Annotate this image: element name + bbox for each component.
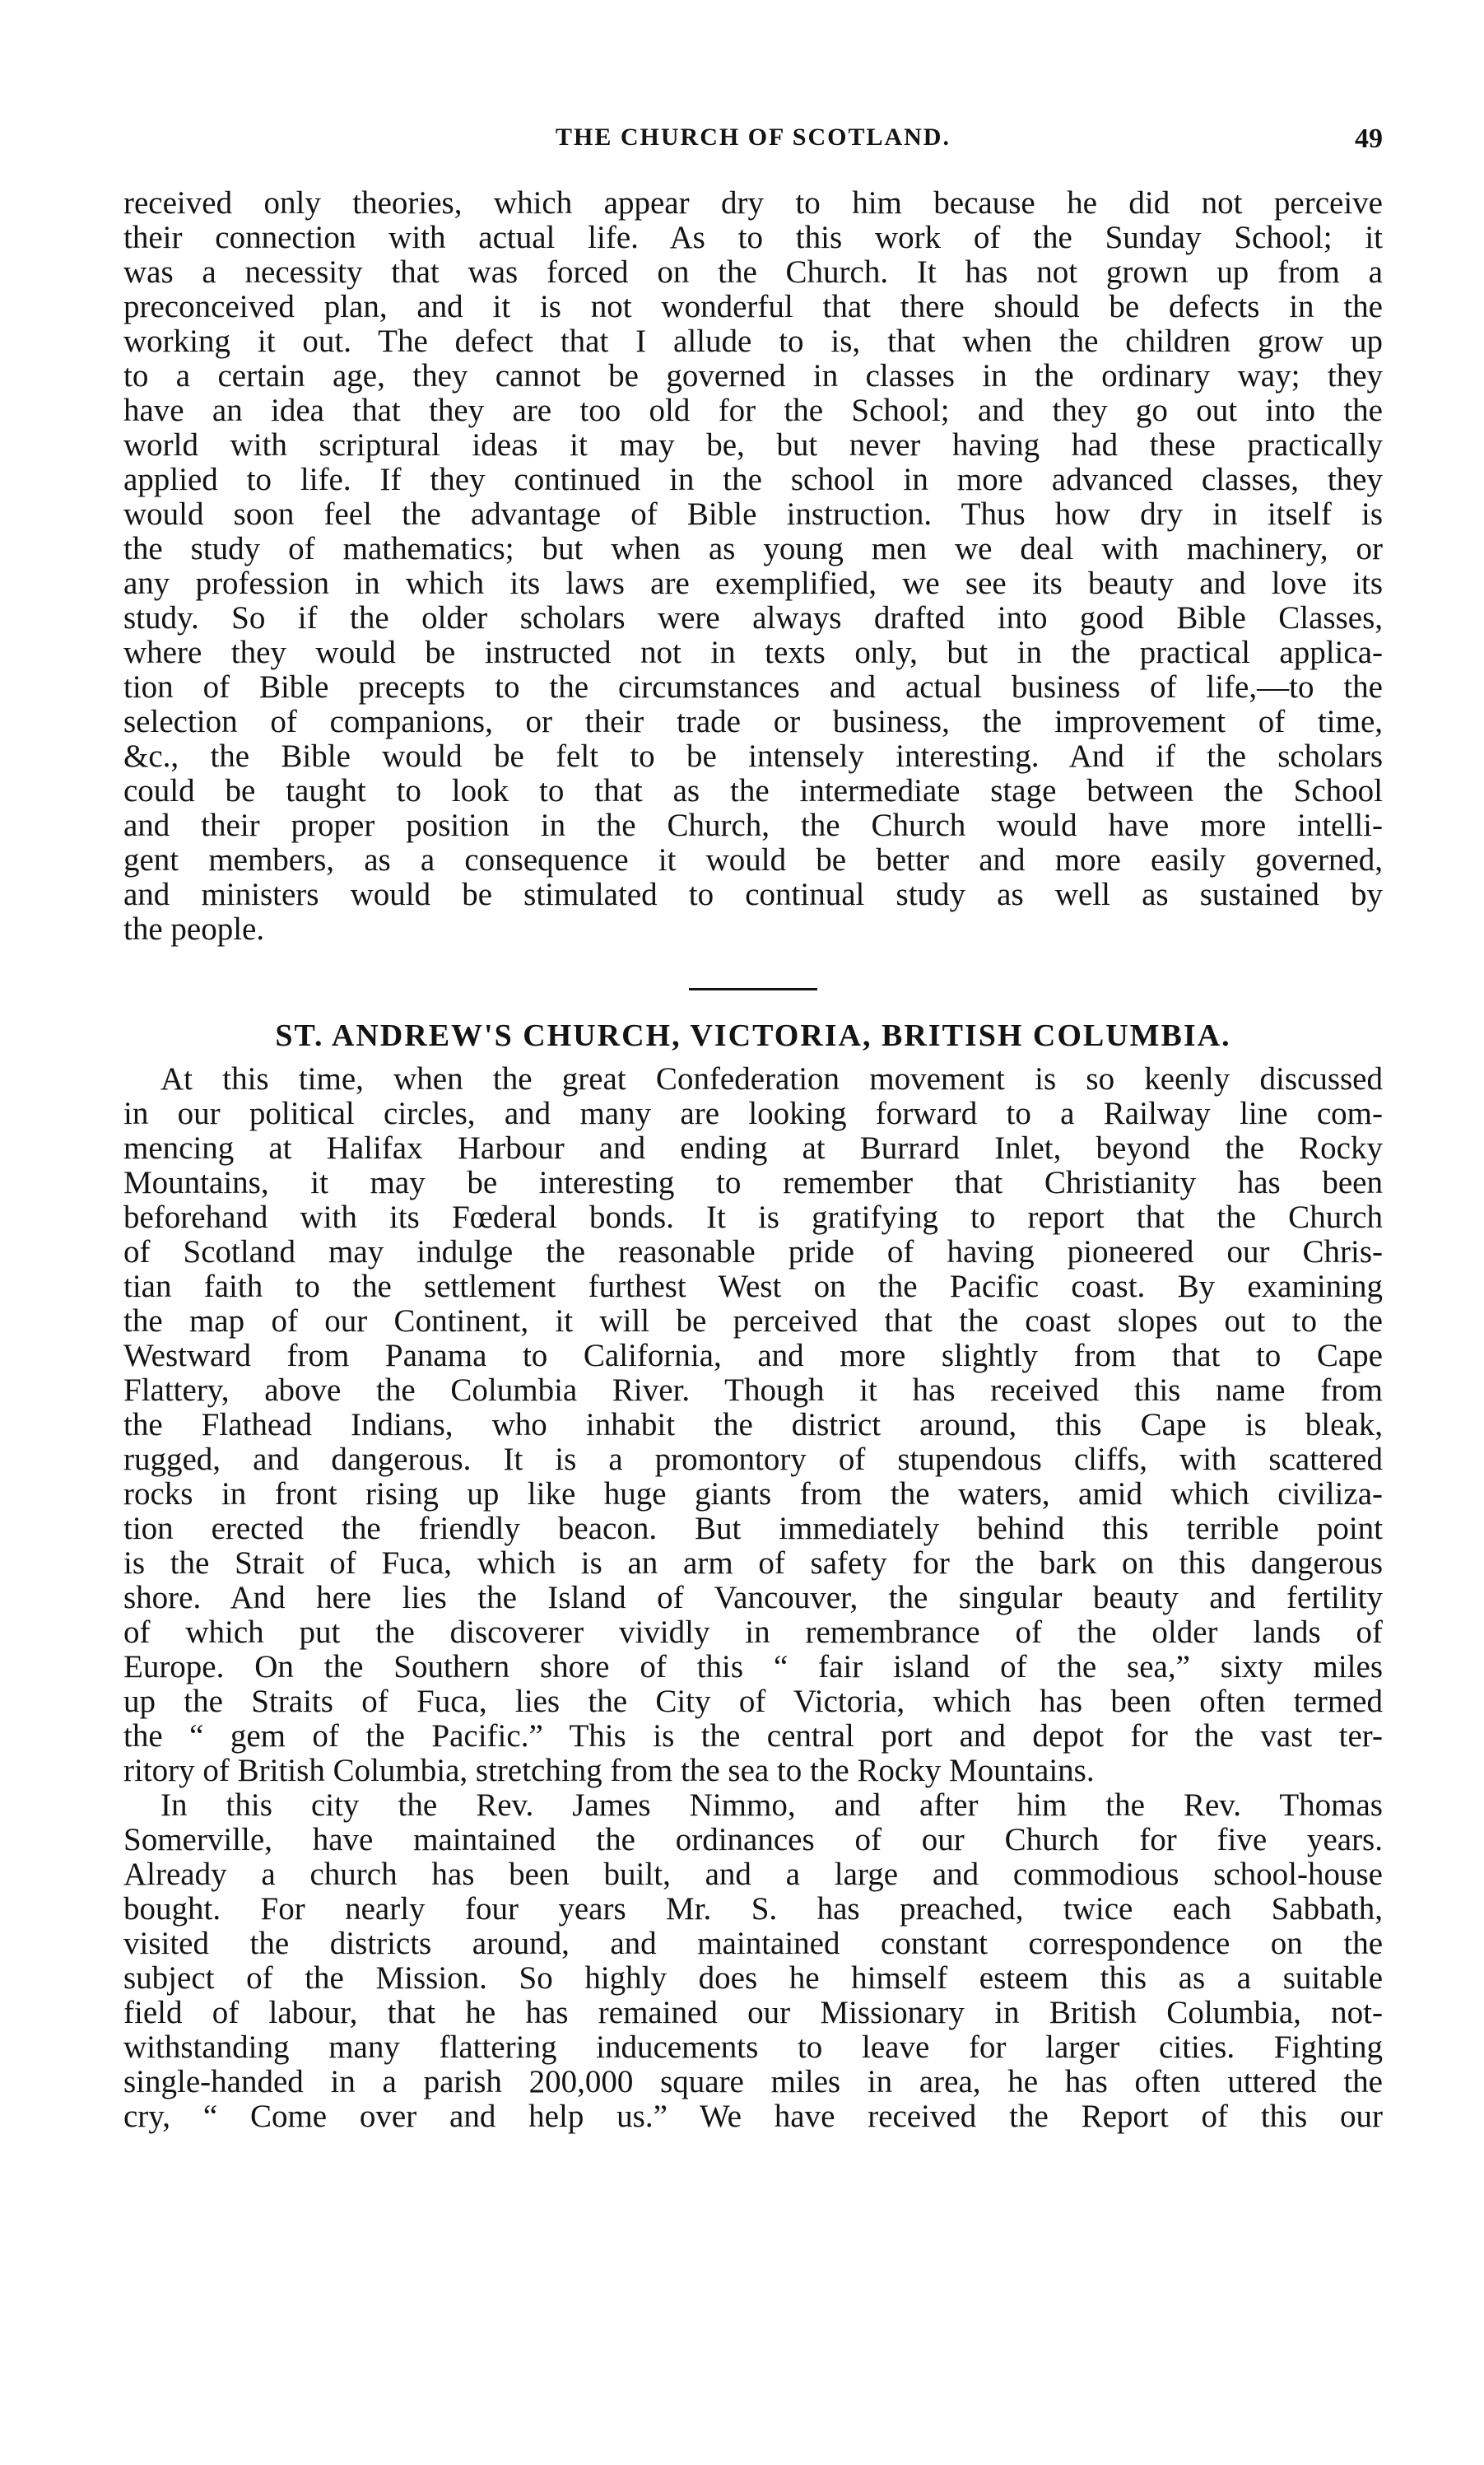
text-line: and their proper position in the Church, the Church would have more intelli- [123, 808, 1383, 843]
text-line: world with scriptural ideas it may be, but never having had these practically [123, 427, 1383, 463]
paragraph-mission [123, 1788, 1383, 2134]
text-line: single-handed in a parish 200,000 square miles in area, he has often uttered the [123, 2064, 1383, 2099]
text-line: field of labour, that he has remained our Missionary in British Columbia, not- [123, 1995, 1383, 2030]
page-number: 49 [1355, 123, 1383, 154]
text-line: In this city the Rev. James Nimmo, and after him the Rev. Thomas [160, 1787, 1383, 1823]
text-line: preconceived plan, and it is not wonderful that there should be defects in the [123, 289, 1383, 324]
text-line: beforehand with its Fœderal bonds. It is gratifying to report that the Church [123, 1200, 1383, 1235]
text-line: ritory of British Columbia, stretching from the sea to the Rocky Mountains. [123, 1753, 1095, 1788]
text-line: shore. And here lies the Island of Vancouver, the singular beauty and fertility [123, 1580, 1383, 1615]
text-line: the Flathead Indians, who inhabit the district around, this Cape is bleak, [123, 1407, 1383, 1442]
text-line: Europe. On the Southern shore of this “ fair island of the sea,” sixty miles [123, 1649, 1383, 1684]
text-line: have an idea that they are too old for the School; and they go out into the [123, 393, 1383, 428]
running-head [123, 123, 1383, 163]
section-divider [123, 947, 1383, 1018]
text-line: tian faith to the settlement furthest West on the Pacific coast. By examining [123, 1269, 1383, 1304]
text-line: Somerville, have maintained the ordinances of our Church for five years. [123, 1822, 1383, 1857]
text-line: of Scotland may indulge the reasonable pride of having pioneered our Chris- [123, 1234, 1383, 1270]
text-line: At this time, when the great Confederation movement is so keenly discussed [160, 1061, 1383, 1097]
text-line: where they would be instructed not in texts only, but in the practical applica- [123, 635, 1383, 670]
text-line: withstanding many flattering inducements to leave for larger cities. Fighting [123, 2029, 1383, 2065]
text-line: applied to life. If they continued in the school in more advanced classes, they [123, 462, 1383, 497]
text-line: rocks in front rising up like huge giants from the waters, amid which civiliza- [123, 1476, 1383, 1512]
text-line: the study of mathematics; but when as young men we deal with machinery, or [123, 531, 1383, 566]
text-line: in our political circles, and many are looking forward to a Railway line com- [123, 1096, 1383, 1131]
text-line: the “ gem of the Pacific.” This is the central port and depot for the vast ter- [123, 1718, 1383, 1754]
text-line: could be taught to look to that as the intermediate stage between the School [123, 773, 1383, 808]
text-line: Already a church has been built, and a large and commodious school-house [123, 1857, 1383, 1892]
paragraph-confederation [123, 1062, 1383, 1788]
text-line: gent members, as a consequence it would be better and more easily governed, [123, 842, 1383, 878]
text-line: cry, “ Come over and help us.” We have received the Report of this our [123, 2099, 1383, 2134]
text-line: mencing at Halifax Harbour and ending at Burrard Inlet, beyond the Rocky [123, 1130, 1383, 1166]
text-line: tion erected the friendly beacon. But immediately behind this terrible point [123, 1511, 1383, 1546]
text-line: is the Strait of Fuca, which is an arm of safety for the bark on this dangerous [123, 1545, 1383, 1581]
text-line: Flattery, above the Columbia River. Though it has received this name from [123, 1372, 1383, 1408]
text-line: tion of Bible precepts to the circumstances and actual business of life,—to the [123, 669, 1383, 705]
text-line: their connection with actual life. As to this work of the Sunday School; it [123, 220, 1383, 255]
paragraph-sunday-school [123, 186, 1383, 947]
text-line: subject of the Mission. So highly does he himself esteem this as a suitable [123, 1960, 1383, 1996]
text-line: study. So if the older scholars were always drafted into good Bible Classes, [123, 600, 1383, 636]
text-line: any profession in which its laws are exemplified, we see its beauty and love its [123, 566, 1383, 601]
divider-rule [689, 988, 817, 990]
text-line: of which put the discoverer vividly in remembrance of the older lands of [123, 1615, 1383, 1650]
text-line: would soon feel the advantage of Bible instruction. Thus how dry in itself is [123, 496, 1383, 532]
running-title: THE CHURCH OF SCOTLAND. [556, 123, 951, 151]
text-line: to a certain age, they cannot be governed in classes in the ordinary way; they [123, 358, 1383, 394]
text-line: visited the districts around, and maintained constant correspondence on the [123, 1926, 1383, 1961]
text-line: bought. For nearly four years Mr. S. has preached, twice each Sabbath, [123, 1891, 1383, 1927]
text-line: the people. [123, 911, 265, 947]
text-line: selection of companions, or their trade or business, the improvement of time, [123, 704, 1383, 739]
text-line: Mountains, it may be interesting to remember that Christianity has been [123, 1165, 1383, 1200]
book-page [123, 123, 1383, 2134]
text-line: received only theories, which appear dry to him because he did not perceive [123, 185, 1383, 221]
text-line: the map of our Continent, it will be perceived that the coast slopes out to the [123, 1303, 1383, 1339]
section-heading: ST. ANDREW'S CHURCH, VICTORIA, BRITISH COLUMBIA. [275, 1018, 1231, 1053]
text-line: up the Straits of Fuca, lies the City of Victoria, which has been often termed [123, 1684, 1383, 1719]
text-line: working it out. The defect that I allude to is, that when the children grow up [123, 324, 1383, 359]
text-line: rugged, and dangerous. It is a promontory of stupendous cliffs, with scattered [123, 1442, 1383, 1477]
text-line: and ministers would be stimulated to continual study as well as sustained by [123, 877, 1383, 912]
text-line: was a necessity that was forced on the Church. It has not grown up from a [123, 254, 1383, 290]
text-line: &c., the Bible would be felt to be intensely interesting. And if the scholars [123, 739, 1383, 774]
text-line: Westward from Panama to California, and more slightly from that to Cape [123, 1338, 1383, 1373]
